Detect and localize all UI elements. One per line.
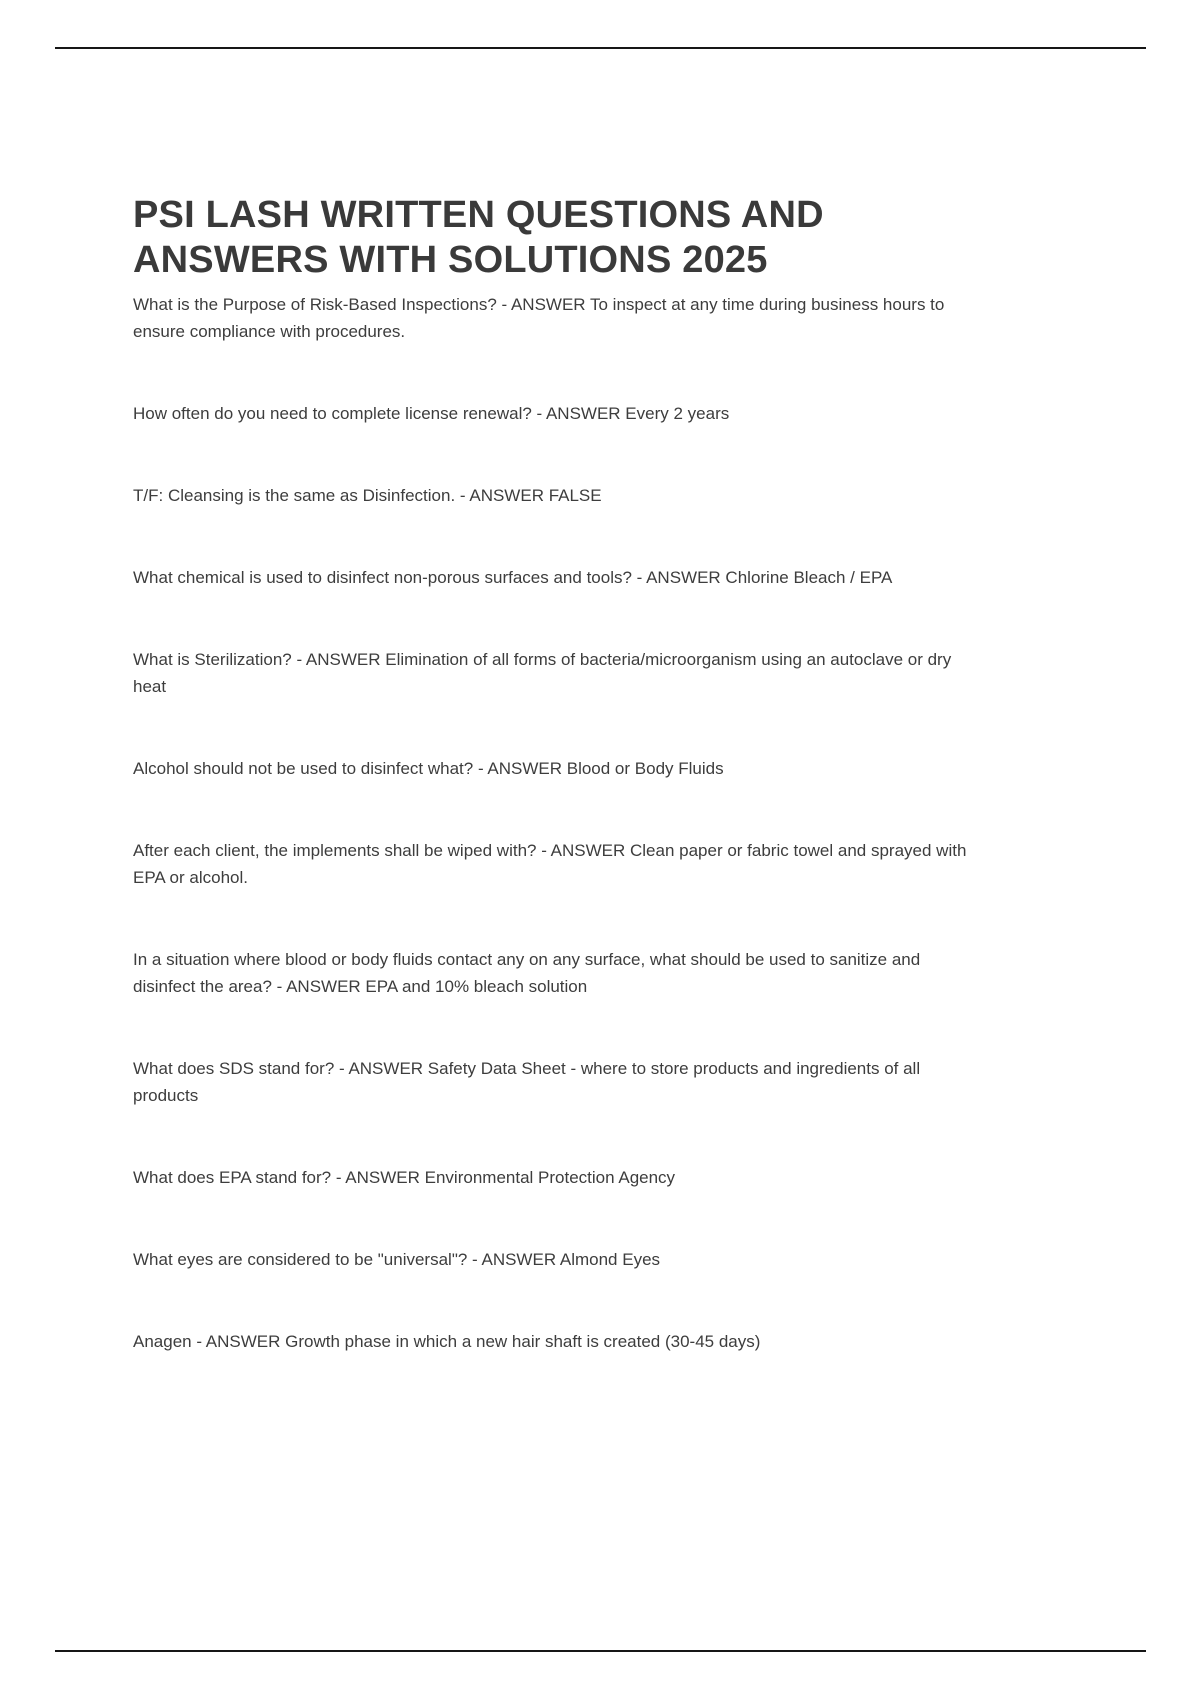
- qa-paragraph: What is Sterilization? - ANSWER Elimination of all forms of bacteria/microorganism using an autoclave or dry heat: [133, 650, 952, 696]
- qa-paragraph: Alcohol should not be used to disinfect what? - ANSWER Blood or Body Fluids: [133, 759, 724, 778]
- qa-paragraph: Anagen - ANSWER Growth phase in which a new hair shaft is created (30-45 days): [133, 1332, 761, 1351]
- top-rule: [55, 47, 1146, 49]
- qa-paragraph: What does EPA stand for? - ANSWER Environmental Protection Agency: [133, 1168, 676, 1187]
- qa-paragraph: What is the Purpose of Risk-Based Inspections? - ANSWER To inspect at any time during business hours to ensure compliance with procedures.: [133, 295, 945, 341]
- bottom-rule: [55, 1650, 1146, 1652]
- qa-paragraph: What does SDS stand for? - ANSWER Safety Data Sheet - where to store products and ingredients of all products: [133, 1059, 921, 1105]
- qa-paragraph: How often do you need to complete license renewal? - ANSWER Every 2 years: [133, 404, 730, 423]
- document-content: [133, 193, 983, 1355]
- qa-paragraph: In a situation where blood or body fluids contact any on any surface, what should be used to sanitize and disinfect the area? - ANSWER EPA and 10% bleach solution: [133, 950, 921, 996]
- qa-paragraph: After each client, the implements shall be wiped with? - ANSWER Clean paper or fabric towel and sprayed with EPA or alcohol.: [133, 841, 967, 887]
- document-title: PSI LASH WRITTEN QUESTIONS AND ANSWERS WITH SOLUTIONS 2025: [133, 194, 824, 281]
- qa-paragraph: What eyes are considered to be "universal"? - ANSWER Almond Eyes: [133, 1250, 661, 1269]
- qa-paragraph: T/F: Cleansing is the same as Disinfection. - ANSWER FALSE: [133, 486, 602, 505]
- qa-paragraph: What chemical is used to disinfect non-porous surfaces and tools? - ANSWER Chlorine Bleach / EPA: [133, 568, 893, 587]
